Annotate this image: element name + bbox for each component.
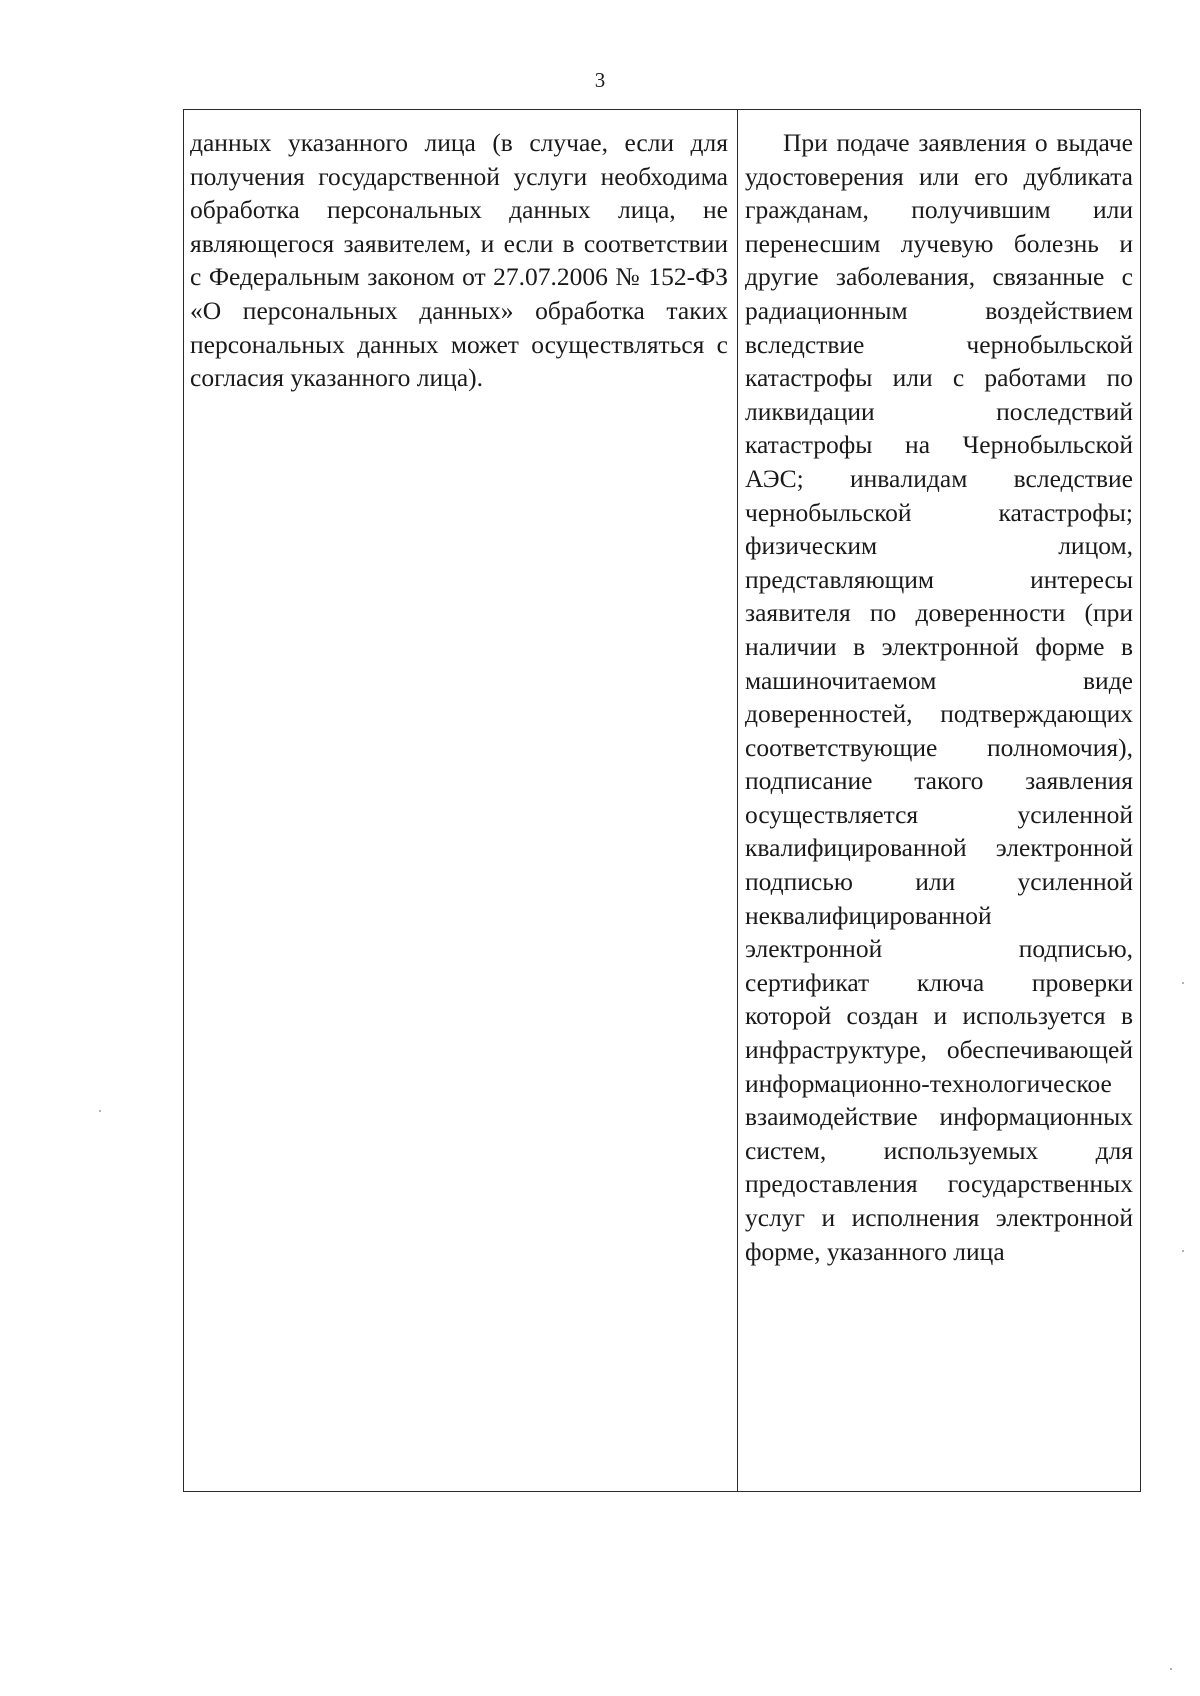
page-number: 3 <box>594 68 606 92</box>
scan-speck <box>1182 1250 1184 1252</box>
scan-speck <box>1170 1668 1172 1670</box>
left-cell-text: данных указанного лица (в случае, если для получения государственной услуги необходима обработка персональных данных лица, не являющегося заявителем, и если в соответствии с Федеральным законом от 27.07.2006 № 152-ФЗ «О персональных данных» обработка таких персональных данных может осуществляться с согласия указанного лица). <box>190 128 728 393</box>
right-cell-text: При подаче заявления о выдаче удостоверения или его дубликата гражданам, получившим или перенесшим лучевую болезнь и другие заболевания, связанные с радиационным воздействием вследствие чернобыльской катастрофы или с работами по ликвидации последствий катастрофы на Чернобыльской АЭС; инвалидам вследствие чернобыльской катастрофы; физическим лицом, представляющим интересы заявителя по доверенности (при наличии в электронной форме в машиночитаемом виде доверенностей, подтверждающих соответствующие полномочия), подписание такого заявления осуществляется усиленной квалифицированной электронной подписью или усиленной неквалифицированной электронной подписью, сертификат ключа проверки которой создан и используется в инфраструктуре, обеспечивающей информационно-технологическое взаимодействие информационных систем, используемых для предоставления государственных услуг и исполнения электронной форме, указанного лица <box>745 128 1133 1266</box>
column-divider <box>737 110 738 1491</box>
table-cell-right <box>745 126 1133 1268</box>
document-table <box>183 109 1141 1492</box>
table-cell-left <box>190 126 728 395</box>
scan-speck <box>1182 982 1184 984</box>
scan-speck <box>99 1110 101 1112</box>
